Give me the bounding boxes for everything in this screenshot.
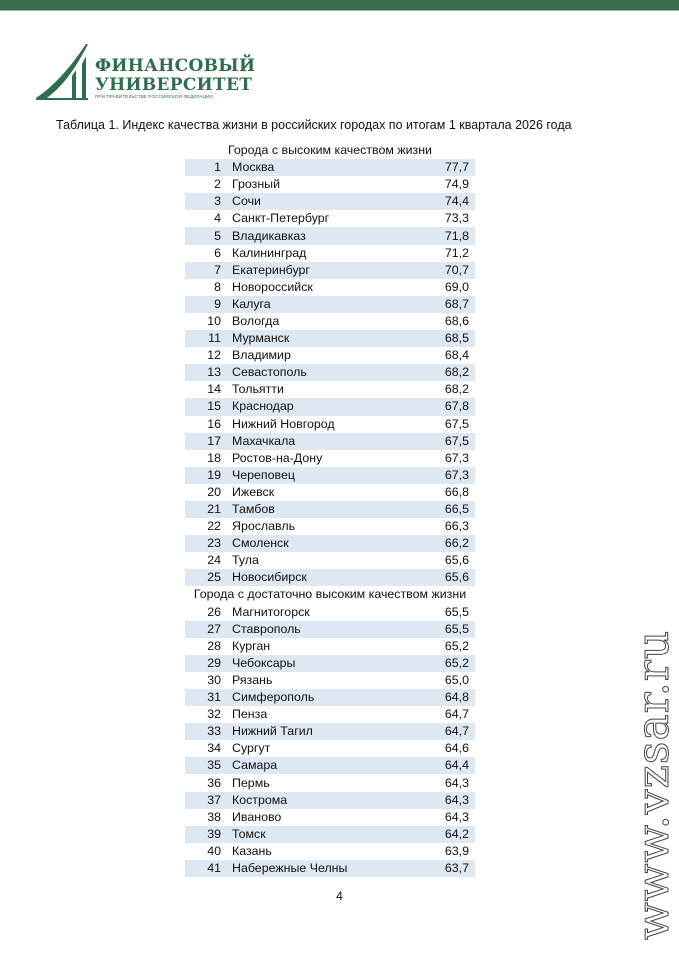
table-row (185, 330, 475, 347)
table-row (185, 672, 475, 689)
group-header (185, 142, 475, 159)
table-row (185, 484, 475, 501)
rank-cell: 1 (185, 159, 232, 176)
table-row (185, 552, 475, 569)
table-row (185, 655, 475, 672)
city-cell: Калининград (232, 245, 307, 260)
rank-cell: 39 (185, 826, 232, 843)
value-cell: 68,6 (444, 313, 469, 328)
table-row (185, 313, 475, 330)
city-cell: Тамбов (232, 501, 409, 518)
table-row (185, 262, 475, 279)
city-cell: Чебоксары (232, 655, 409, 672)
rank-cell: 37 (185, 792, 232, 809)
rank-cell: 26 (207, 604, 221, 619)
table-row (185, 518, 475, 535)
value-cell: 65,2 (444, 638, 469, 653)
logo-subtitle: ПРИ ПРАВИТЕЛЬСТВЕ РОССИЙСКОЙ ФЕДЕРАЦИИ (95, 94, 213, 99)
table-row (185, 296, 475, 313)
group-title: Города с достаточно высоким качеством жизни (193, 587, 467, 602)
university-logo (36, 42, 256, 102)
rank-cell: 5 (185, 227, 232, 244)
rank-cell: 8 (214, 279, 221, 294)
value-cell: 65,2 (409, 655, 475, 672)
value-cell: 68,2 (444, 382, 469, 397)
table-row (185, 416, 475, 433)
table-row (185, 706, 475, 723)
table-row (185, 467, 475, 484)
rank-cell: 20 (207, 484, 221, 499)
table-row (185, 757, 475, 774)
rank-cell: 40 (207, 843, 221, 858)
city-cell: Набережные Челны (232, 860, 409, 877)
table-row (185, 227, 475, 244)
table-row (185, 210, 475, 227)
value-cell: 64,3 (444, 775, 469, 790)
value-cell: 66,2 (409, 535, 475, 552)
city-cell: Тула (232, 553, 259, 568)
table-row (185, 792, 475, 809)
table-row (185, 860, 475, 877)
value-cell: 65,0 (444, 672, 469, 687)
rank-cell: 18 (207, 450, 221, 465)
value-cell: 65,6 (444, 553, 469, 568)
rank-cell: 3 (185, 193, 232, 210)
city-cell: Владикавказ (232, 227, 409, 244)
table-row (185, 193, 475, 210)
table-row (185, 450, 475, 467)
value-cell: 64,8 (409, 689, 475, 706)
rank-cell: 6 (214, 245, 221, 260)
rank-cell: 17 (185, 433, 232, 450)
value-cell: 64,3 (409, 792, 475, 809)
city-cell: Тольятти (232, 382, 284, 397)
value-cell: 63,9 (444, 843, 469, 858)
city-cell: Ярославль (232, 519, 296, 534)
table-row (185, 723, 475, 740)
value-cell: 68,4 (444, 348, 469, 363)
city-cell: Иваново (232, 809, 282, 824)
city-cell: Краснодар (232, 398, 409, 415)
table-row (185, 245, 475, 262)
table-row (185, 159, 475, 176)
city-cell: Вологда (232, 313, 280, 328)
rank-cell: 4 (214, 211, 221, 226)
rank-cell: 22 (207, 519, 221, 534)
value-cell: 64,7 (444, 707, 469, 722)
rank-cell: 7 (185, 262, 232, 279)
value-cell: 64,2 (409, 826, 475, 843)
rank-cell: 29 (185, 655, 232, 672)
rank-cell: 28 (207, 638, 221, 653)
table-row (185, 740, 475, 757)
value-cell: 77,7 (409, 159, 475, 176)
rank-cell: 38 (207, 809, 221, 824)
rank-cell: 31 (185, 689, 232, 706)
logo-line2: УНИВЕРСИТЕТ (95, 75, 253, 95)
table-row (185, 176, 475, 193)
city-cell: Махачкала (232, 433, 409, 450)
rank-cell: 9 (185, 296, 232, 313)
table-row (185, 381, 475, 398)
city-cell: Пенза (232, 707, 268, 722)
table-row (185, 774, 475, 791)
city-cell: Ростов-на-Дону (232, 450, 323, 465)
city-cell: Санкт-Петербург (232, 211, 330, 226)
city-cell: Ставрополь (232, 621, 409, 638)
rank-cell: 41 (185, 860, 232, 877)
table-row (185, 501, 475, 518)
value-cell: 63,7 (409, 860, 475, 877)
table-caption: Таблица 1. Индекс качества жизни в российских городах по итогам 1 квартала 2026 года (56, 118, 572, 132)
table-row (185, 347, 475, 364)
table-row (185, 398, 475, 415)
value-cell: 65,5 (409, 621, 475, 638)
city-cell: Сургут (232, 741, 271, 756)
page-number: 4 (336, 889, 343, 903)
value-cell: 68,7 (409, 296, 475, 313)
rank-cell: 24 (207, 553, 221, 568)
table-row (185, 638, 475, 655)
value-cell: 67,5 (409, 433, 475, 450)
rank-cell: 25 (185, 569, 232, 586)
city-cell: Нижний Тагил (232, 723, 409, 740)
table-row (185, 279, 475, 296)
value-cell: 64,7 (409, 723, 475, 740)
city-cell: Калуга (232, 296, 409, 313)
value-cell: 66,3 (444, 519, 469, 534)
rank-cell: 23 (185, 535, 232, 552)
table-row (185, 809, 475, 826)
rank-cell: 11 (185, 330, 232, 347)
rank-cell: 36 (207, 775, 221, 790)
logo-line1: ФИНАНСОВЫЙ (95, 56, 256, 76)
watermark: www.vzsar.ru (628, 629, 679, 940)
city-cell: Самара (232, 757, 409, 774)
rank-cell: 12 (207, 348, 221, 363)
rank-cell: 16 (207, 416, 221, 431)
rank-cell: 14 (207, 382, 221, 397)
city-cell: Магнитогорск (232, 604, 310, 619)
table-row (185, 569, 475, 586)
value-cell: 71,2 (444, 245, 469, 260)
top-bar (0, 0, 679, 10)
city-cell: Томск (232, 826, 409, 843)
city-cell: Казань (232, 843, 272, 858)
city-cell: Москва (232, 159, 409, 176)
table-row (185, 843, 475, 860)
value-cell: 68,5 (409, 330, 475, 347)
rank-cell: 30 (207, 672, 221, 687)
value-cell: 74,9 (444, 177, 469, 192)
city-cell: Рязань (232, 672, 273, 687)
table-row (185, 604, 475, 621)
rank-cell: 10 (207, 313, 221, 328)
rank-cell: 19 (185, 467, 232, 484)
group-title: Города с высоким качеством жизни (228, 143, 432, 158)
value-cell: 65,6 (409, 569, 475, 586)
city-cell: Мурманск (232, 330, 409, 347)
rank-cell: 34 (207, 741, 221, 756)
city-cell: Курган (232, 638, 271, 653)
city-cell: Новороссийск (232, 279, 313, 294)
city-cell: Грозный (232, 177, 281, 192)
value-cell: 67,5 (444, 416, 469, 431)
city-cell: Ижевск (232, 484, 275, 499)
rank-cell: 15 (185, 398, 232, 415)
rank-cell: 13 (185, 364, 232, 381)
value-cell: 64,6 (444, 741, 469, 756)
rank-cell: 35 (185, 757, 232, 774)
value-cell: 64,3 (444, 809, 469, 824)
value-cell: 74,4 (409, 193, 475, 210)
table-row (185, 689, 475, 706)
value-cell: 65,5 (444, 604, 469, 619)
value-cell: 73,3 (444, 211, 469, 226)
city-cell: Екатеринбург (232, 262, 409, 279)
city-cell: Кострома (232, 792, 409, 809)
rank-cell: 2 (214, 177, 221, 192)
value-cell: 66,8 (444, 484, 469, 499)
rank-cell: 32 (207, 707, 221, 722)
city-cell: Сочи (232, 193, 409, 210)
city-cell: Нижний Новгород (232, 416, 335, 431)
rank-cell: 33 (185, 723, 232, 740)
value-cell: 70,7 (409, 262, 475, 279)
table-row (185, 621, 475, 638)
city-cell: Пермь (232, 775, 270, 790)
table-row (185, 433, 475, 450)
value-cell: 67,3 (409, 467, 475, 484)
table-row (185, 826, 475, 843)
rank-cell: 27 (185, 621, 232, 638)
rank-cell: 21 (185, 501, 232, 518)
table-row (185, 364, 475, 381)
city-cell: Севастополь (232, 364, 409, 381)
value-cell: 68,2 (409, 364, 475, 381)
city-cell: Владимир (232, 348, 291, 363)
value-cell: 67,8 (409, 398, 475, 415)
city-cell: Смоленск (232, 535, 409, 552)
value-cell: 66,5 (409, 501, 475, 518)
city-cell: Череповец (232, 467, 409, 484)
group-header (185, 586, 475, 603)
ratings-table (185, 142, 475, 877)
value-cell: 69,0 (444, 279, 469, 294)
logo-emblem-icon (36, 42, 96, 102)
value-cell: 67,3 (444, 450, 469, 465)
city-cell: Симферополь (232, 689, 409, 706)
value-cell: 64,4 (409, 757, 475, 774)
table-row (185, 535, 475, 552)
city-cell: Новосибирск (232, 569, 409, 586)
value-cell: 71,8 (409, 227, 475, 244)
